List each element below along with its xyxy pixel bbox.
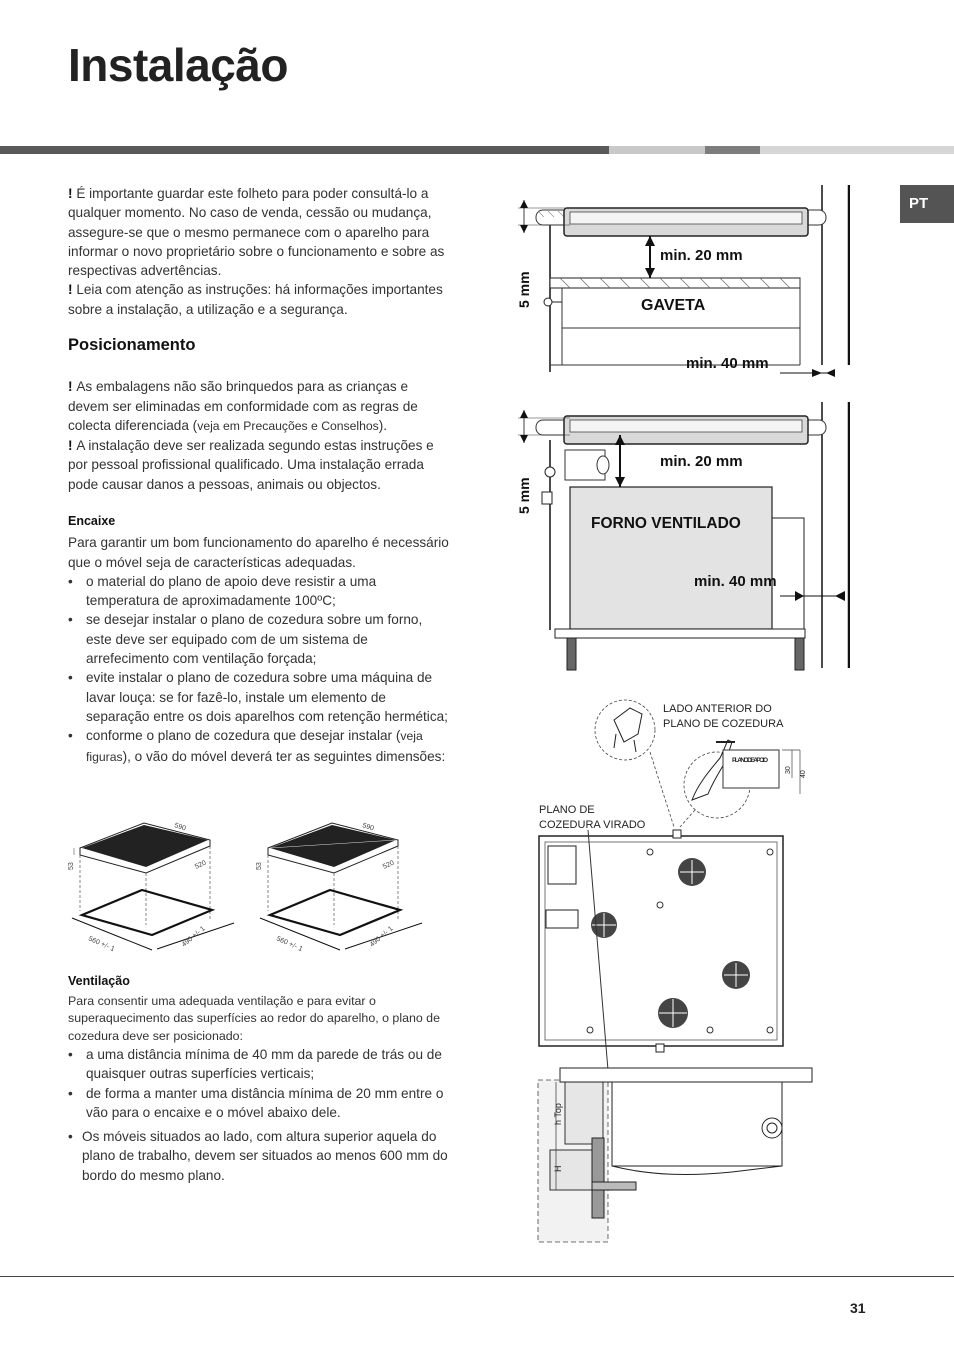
encaixe-intro: Para garantir um bom funcionamento do aparelho é necessário que o móvel seja de características adequadas. (68, 535, 449, 570)
plano-virado-label-line2: COZEDURA VIRADO (539, 819, 646, 831)
footer-rule (0, 1276, 954, 1277)
list-item: • de forma a manter uma distância mínima de 20 mm entre o vão para o encaixe e o móvel abaixo dele. (68, 1084, 450, 1123)
section-heading-encaixe: Encaixe (68, 514, 116, 528)
h-top-label: h Top (553, 1103, 563, 1125)
cross-reference: veja em Precauções e Conselhos (197, 418, 379, 433)
posicionamento-section (68, 336, 450, 494)
encaixe-list (68, 572, 450, 767)
drawer-installation-diagram (510, 180, 850, 380)
plano-virado-label-line1: PLANO DE (539, 804, 595, 816)
oven-min-top-label: min. 20 mm (660, 453, 743, 470)
list-item: • conforme o plano de cozedura que desejar instalar (veja figuras), o vão do móvel deverá ter as seguintes dimensões: (68, 726, 450, 767)
page-number: 31 (850, 1300, 866, 1316)
language-tab: PT (900, 185, 954, 223)
section-heading-ventilacao: Ventilação (68, 974, 130, 988)
fig1-width-label: 590 (173, 822, 187, 833)
fig2-height-label: 53 (256, 862, 263, 870)
fig2-cutout-depth-label: 490 +/- 1 (368, 925, 395, 949)
dim-40-label: 40 (800, 770, 807, 778)
lado-anterior-label-line2: PLANO DE COZEDURA (663, 718, 784, 730)
oven-min-back-label: min. 40 mm (694, 573, 777, 590)
ventilacao-intro: Para consentir uma adequada ventilação e para evitar o superaquecimento das superfícies ao redor do aparelho, o plano de cozedura deve ser posicionado: (68, 993, 440, 1043)
drawer-min-back-label: min. 40 mm (686, 355, 769, 372)
ventilacao-list (68, 1045, 450, 1185)
cross-reference: veja figuras (86, 729, 423, 764)
drawer-min-top-label: min. 20 mm (660, 247, 743, 264)
fig1-height-label: 53 (68, 862, 75, 870)
intro-paragraph-2: ! Leia com atenção as instruções: há informações importantes sobre a instalação, a utilização e a segurança. (68, 282, 443, 317)
cutout-dimension-figures (62, 815, 452, 965)
drawer-gap-side-label: 5 mm (516, 271, 532, 308)
oven-gap-side-label: 5 mm (516, 477, 532, 514)
cutout-figure-1 (68, 822, 234, 953)
encaixe-section (68, 512, 450, 767)
ventilacao-section (68, 973, 450, 1185)
cutout-figure-2 (256, 822, 422, 953)
fig1-cutout-depth-label: 490 +/- 1 (180, 925, 207, 949)
posicionamento-paragraph-2: ! A instalação deve ser realizada segundo estas instruções e por pessoal profissional qualificado. Uma instalação errada pode causar danos a pessoas, animais ou objectos. (68, 438, 434, 492)
list-item: • o material do plano de apoio deve resistir a uma temperatura de aproximadamente 100ºC; (68, 572, 450, 611)
warning-mark: ! (68, 186, 77, 201)
list-item: • se desejar instalar o plano de cozedura sobre um forno, este deve ser equipado com de um sistema de arrefecimento com ventilação forçada; (68, 610, 450, 668)
page-title: Instalação (68, 39, 288, 91)
lado-anterior-label-line1: LADO ANTERIOR DO (663, 703, 772, 715)
posicionamento-paragraph-1: ! As embalagens não são brinquedos para as crianças e devem ser eliminadas em conformidade com as regras de colecta diferenciada (veja em Precauções e Conselhos). (68, 379, 418, 433)
h-label: H (553, 1165, 563, 1172)
intro-paragraph-1: ! É importante guardar este folheto para poder consultá-lo a qualquer momento. No caso de venda, cessão ou mudança, assegure-se que o mesmo permanece com o aparelho para informar o novo proprietário sobre o funcionamento e sobre as respectivas advertências. (68, 186, 445, 279)
fig1-depth-label: 520 (193, 859, 208, 871)
dim-30-label: 30 (785, 766, 792, 774)
plano-de-apoio-label: PLANO DE APOIO (732, 757, 768, 764)
list-item: • Os móveis situados ao lado, com altura superior aquela do plano de trabalho, devem ser situados ao menos 600 mm do bordo do mesmo plano. (68, 1127, 450, 1185)
fig1-cutout-width-label: 560 +/- 1 (87, 935, 116, 954)
fig2-width-label: 590 (361, 822, 375, 833)
list-item: • evite instalar o plano de cozedura sobre uma máquina de lavar louça: se for fazê-lo, instale um elemento de separação entre os dois aparelhos com retenção hermética; (68, 668, 450, 726)
drawer-label: GAVETA (641, 297, 706, 314)
list-item: • a uma distância mínima de 40 mm da parede de trás ou de quaisquer outras superfícies verticais; (68, 1045, 450, 1084)
oven-installation-diagram (510, 400, 850, 672)
fig2-cutout-width-label: 560 +/- 1 (275, 935, 304, 954)
section-heading-posicionamento: Posicionamento (68, 336, 196, 354)
intro-section (68, 184, 450, 319)
warning-mark: ! (68, 282, 77, 298)
bracket-installation-diagram (530, 690, 820, 1250)
fig2-depth-label: 520 (381, 859, 396, 871)
header-rule (0, 146, 954, 154)
oven-label: FORNO VENTILADO (591, 515, 741, 532)
